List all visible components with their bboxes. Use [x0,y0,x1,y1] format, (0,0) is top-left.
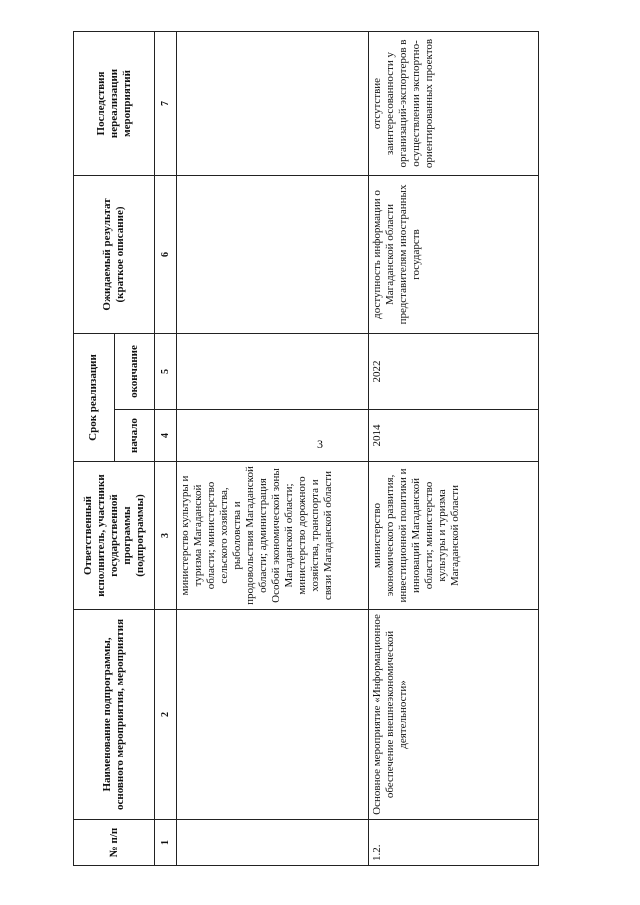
rotated-table-frame [73,32,539,866]
row-name: Основное мероприятие «Информационное обеспечение внешнеэкономической деятельности» [369,610,539,820]
header-result: Ожидаемый результат (краткое описание) [74,175,155,333]
row-result [176,175,368,333]
row-start: 2014 [369,410,539,462]
page-number: 3 [317,437,323,451]
rotated-table-holder [73,32,539,866]
column-number: 3 [155,462,177,610]
row-responsible: министерство экономического развития, инвестиционной политики и инноваций Магаданской области; министерство культуры и туризма Магаданской области [369,462,539,610]
row-result: доступность информации о Магаданской области представителям иностранных государств [369,175,539,333]
column-number: 2 [155,610,177,820]
row-consequences: отсутствие заинтересованности у организаций-экспортеров в осуществлении экспортно-ориентированных проектов [369,31,539,175]
row-consequences [176,31,368,175]
header-name: Наименование подпрограммы, основного мероприятия, мероприятия [74,610,155,820]
header-responsible: Ответственный исполнитель, участники государственной программы (подпрограммы) [74,462,155,610]
row-name [176,610,368,820]
row-end: 2022 [369,333,539,409]
column-number: 5 [155,333,177,409]
header-num: № п/п [74,820,155,866]
column-number: 7 [155,31,177,175]
header-end: окончание [114,333,155,409]
column-number: 1 [155,820,177,866]
column-number-row [155,31,177,865]
header-period: Срок реализации [74,333,115,461]
header-start: начало [114,410,155,462]
row-end [176,333,368,409]
table-row [369,31,539,865]
row-num: 1.2. [369,820,539,866]
column-number: 4 [155,410,177,462]
row-start [176,410,368,462]
measures-table [73,31,539,866]
column-number: 6 [155,175,177,333]
row-responsible: министерство культуры и туризма Магаданской области; министерство сельского хозяйства, рыболовства и продовольствия Магаданской области; администрация Особой экономической зоны Магаданской области; министерство дорожного хозяйства, транспорта и связи Магаданской области [176,462,368,610]
row-num [176,820,368,866]
table-row [176,31,368,865]
header-consequences: Последствия нереализации мероприятий [74,31,155,175]
